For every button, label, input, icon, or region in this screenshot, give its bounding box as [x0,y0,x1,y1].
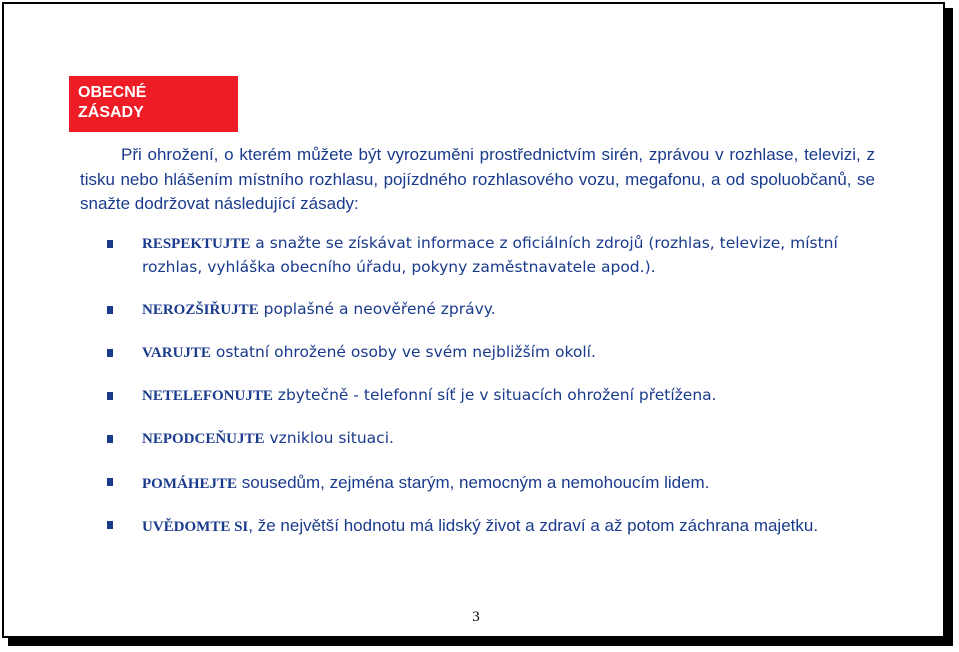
rule-item [107,232,877,279]
rule-keyword: UVĚDOMTE SI [142,519,249,535]
rule-text: a snažte se získávat informace z oficiálních zdrojů (rozhlas, televize, místní rozhlas, vyhláška obecního úřadu, pokyny zaměstnavatele apod.). [142,234,838,276]
rule-item [107,513,877,540]
rule-item [107,341,877,365]
rules-list [107,232,877,556]
rule-keyword: NEROZŠIŘUJTE [142,302,259,318]
bullet-icon [107,521,113,529]
intro-paragraph: Při ohrožení, o kterém můžete být vyrozuměni prostřednictvím sirén, zprávou v rozhlase, televizi, z tisku nebo hlášením místního rozhlasu, pojízdného rozhlasového vozu, megafonu, a od spoluobčanů, se snažte dodržovat následující zásady: [80,145,875,213]
page-number: 3 [472,609,480,625]
bullet-icon [107,306,113,314]
heading-line-2: ZÁSADY [78,104,144,121]
bullet-icon [107,349,113,357]
bullet-icon [107,240,113,248]
heading-line-1: OBECNÉ [78,84,147,101]
bullet-icon [107,435,113,443]
rule-text: poplašné a neověřené zprávy. [258,300,496,318]
rule-keyword: NEPODCEŇUJTE [142,431,265,447]
rule-item [107,427,877,451]
rule-keyword: VARUJTE [142,345,211,361]
bullet-icon [107,392,113,400]
bullet-icon [107,478,113,486]
rule-keyword: POMÁHEJTE [142,476,238,492]
rule-item [107,384,877,408]
rule-item [107,298,877,322]
rule-text: vzniklou situaci. [264,429,394,447]
rule-text: ostatní ohrožené osoby ve svém nejbližším okolí. [210,343,596,361]
rule-text: sousedům, zejména starým, nemocným a nemohoucím lidem. [237,473,710,492]
rule-keyword: NETELEFONUJTE [142,388,273,404]
rule-item [107,470,877,497]
rule-text: , že největší hodnotu má lidský život a zdraví a až potom záchrana majetku. [248,516,819,535]
rule-text: zbytečně - telefonní síť je v situacích ohrožení přetížena. [272,386,717,404]
rule-keyword: RESPEKTUJTE [142,236,251,252]
section-heading [69,76,238,132]
